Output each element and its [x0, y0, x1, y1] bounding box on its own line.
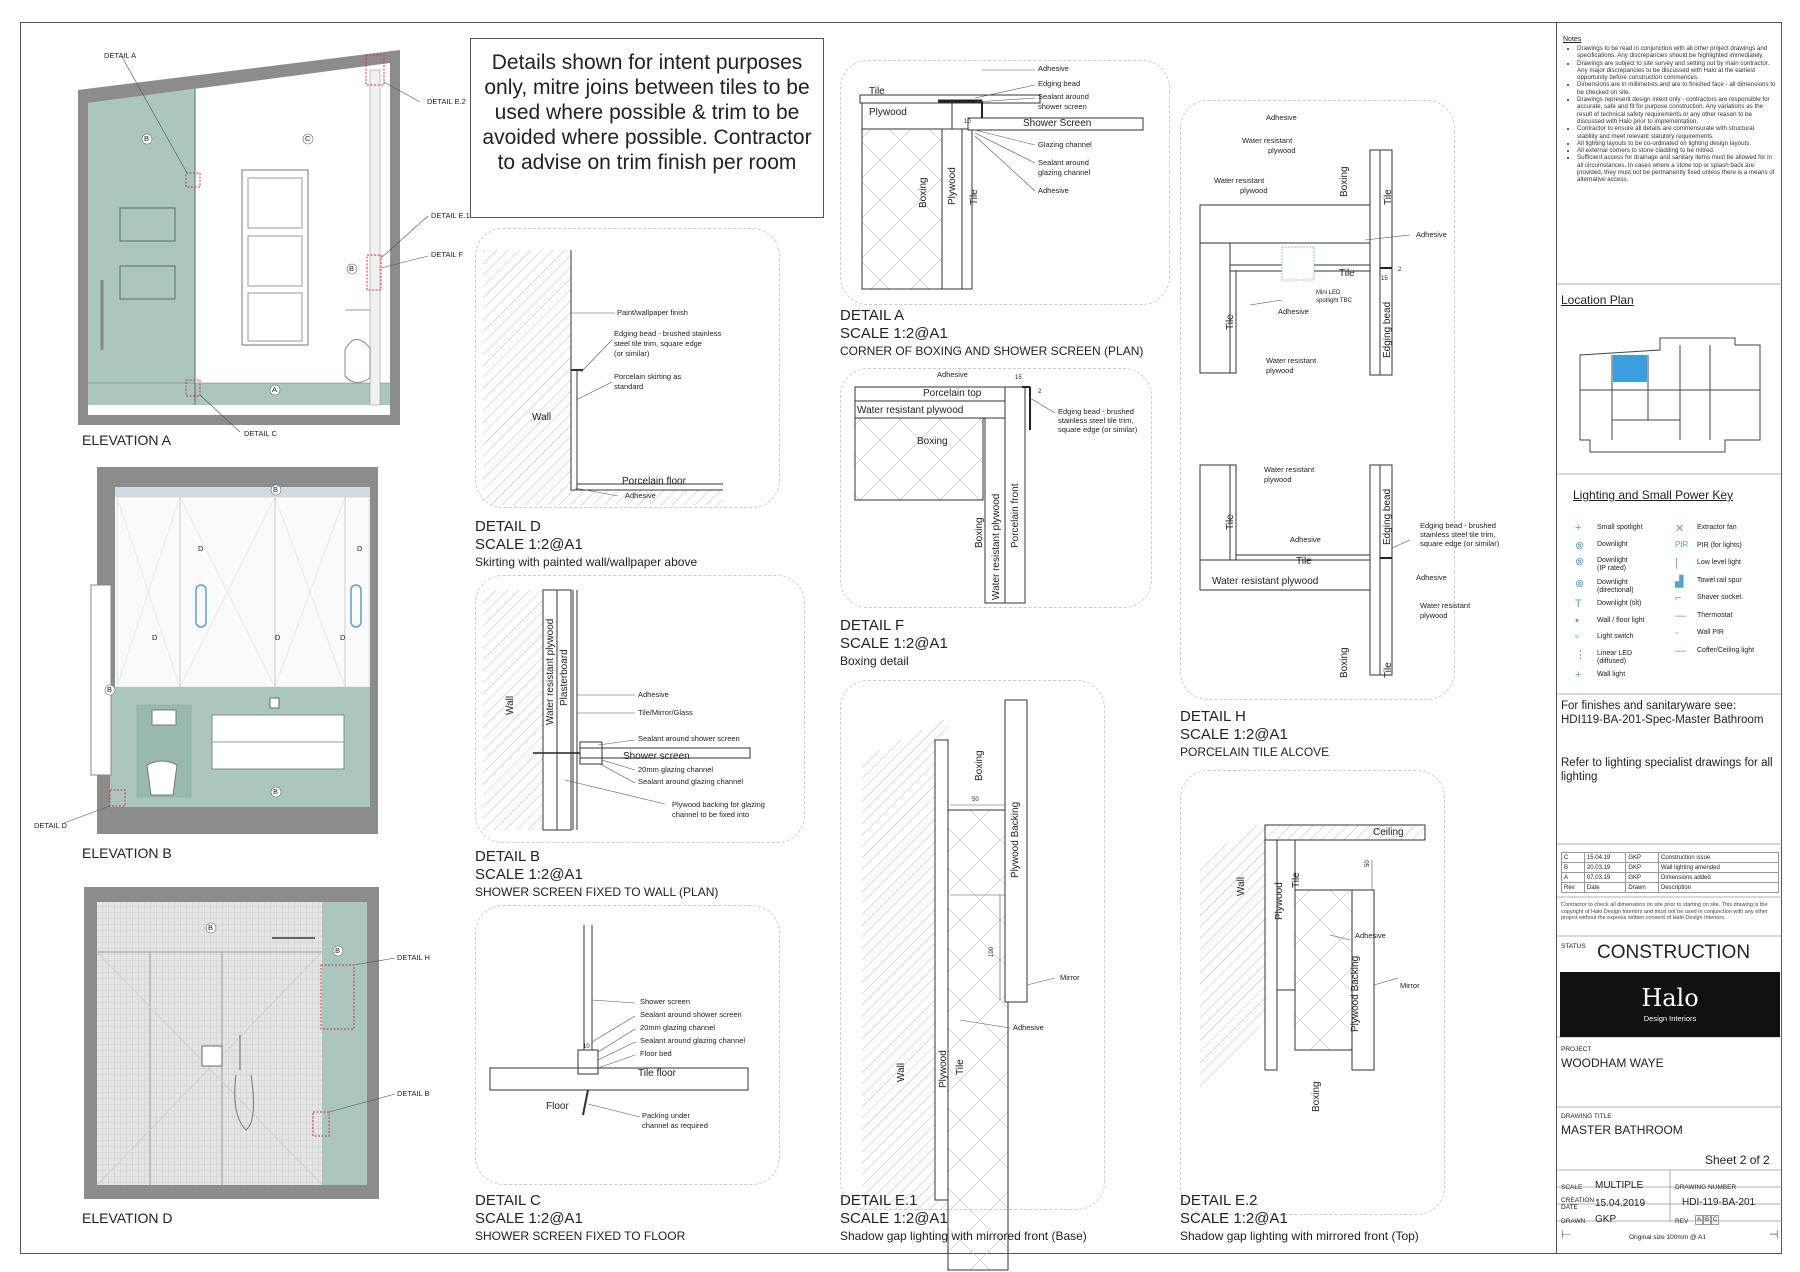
marker-c: C: [305, 134, 311, 143]
label-edging: Edging bead - brushed: [1058, 407, 1134, 416]
note-item: • Dimensions are in millimetres and are to finished face - all dimensions to be checked on site.: [1577, 81, 1776, 96]
drawing-title-label: DRAWING TITLE: [1561, 1113, 1612, 1120]
detail-a-frame: [840, 60, 1170, 305]
elevation-b-drawing: [64, 467, 378, 834]
drawing-number-label: DRAWING NUMBER: [1675, 1184, 1737, 1191]
label-plywood: Plywood: [947, 167, 958, 205]
label-mirror: Mirror: [1060, 973, 1080, 982]
label-adhesive: Adhesive: [1038, 186, 1069, 195]
key-symbol-icon: ⊗: [1575, 577, 1585, 590]
key-symbol-icon: ▫: [1575, 631, 1579, 643]
note-item: • All external corners to stone cladding to be mitred.: [1577, 147, 1776, 154]
marker-d: D: [275, 633, 281, 642]
marker-b: B: [273, 485, 279, 494]
label-adhesive: Adhesive: [1038, 64, 1069, 73]
callout-detail-b[interactable]: DETAIL B: [397, 1089, 430, 1098]
revision-cell: A: [1562, 873, 1585, 883]
detail-c-desc: SHOWER SCREEN FIXED TO FLOOR: [475, 1229, 686, 1243]
label-tile: Tile: [1225, 314, 1236, 330]
key-symbol-icon: ⊗: [1575, 556, 1585, 568]
project-value: WOODHAM WAYE: [1561, 1056, 1664, 1070]
label-wrp: plywood: [1240, 186, 1268, 195]
sheet-number: Sheet 2 of 2: [1705, 1153, 1770, 1167]
note-item: • All lighting layouts to be co-ordinated on lighting design layouts.: [1577, 140, 1776, 147]
detail-a-title: DETAIL A: [840, 307, 905, 324]
revision-cell: 15.04.19: [1584, 853, 1625, 863]
key-symbol-icon: —: [1675, 609, 1686, 622]
key-symbol-icon: ⊗: [1575, 539, 1585, 552]
label-adhesive: Adhesive: [638, 690, 669, 699]
marker-b: B: [208, 923, 214, 932]
key-label: Light switch: [1597, 633, 1634, 640]
label-packing: channel as required: [642, 1121, 708, 1130]
marker-d: D: [152, 633, 158, 642]
revision-row: [1562, 853, 1779, 863]
callout-detail-d[interactable]: DETAIL D: [34, 821, 67, 830]
revision-cell: GKP: [1626, 873, 1659, 883]
callout-detail-a[interactable]: DETAIL A: [104, 51, 137, 60]
detail-b-desc: SHOWER SCREEN FIXED TO WALL (PLAN): [475, 885, 719, 899]
dim-50: 50: [1365, 860, 1371, 867]
creation-value: 15.04.2019: [1595, 1198, 1646, 1209]
label-sealant: shower screen: [1038, 102, 1087, 111]
location-plan-title: Location Plan: [1561, 293, 1634, 307]
halo-logo: [1560, 972, 1780, 1037]
key-label: Downlight (tilt): [1597, 600, 1642, 607]
revision-row: [1562, 863, 1779, 873]
label-skirting: Porcelain skirting as: [614, 372, 682, 381]
label-sealant: Sealant around shower screen: [640, 1010, 742, 1019]
disclaimer: Contractor to check all dimensions on site prior to starting on site. This drawing is the copyright of Halo Design Interiors and must not be used in conjunction with any other project without the express written consent of Halo Design Interiors.: [1561, 902, 1768, 921]
label-sealant: Sealant around glazing channel: [638, 777, 744, 786]
marker-b: B: [335, 946, 341, 955]
label-wrp: Water resistant: [1242, 136, 1293, 145]
label-wall: Wall: [1236, 876, 1247, 896]
elevation-d-drawing: [84, 887, 395, 1199]
detail-b-title: DETAIL B: [475, 848, 541, 865]
key-symbol-icon: +: [1575, 522, 1582, 534]
label-bed: Floor bed: [640, 1049, 672, 1058]
dim-10: 10: [583, 1044, 590, 1050]
detail-e1-frame: [840, 680, 1105, 1210]
key-symbol-icon: T: [1575, 598, 1582, 610]
revision-cell: Drawn: [1626, 883, 1659, 893]
scale-bar-left-icon: ⊢: [1561, 1229, 1571, 1241]
label-wrp: plywood: [1420, 611, 1448, 620]
key-symbol-icon: PIR: [1675, 539, 1689, 549]
marker-d: D: [198, 544, 204, 553]
label-edging: steel tile trim, square edge: [614, 339, 702, 348]
marker-d: D: [340, 633, 346, 642]
logo-sub: Design Interiors: [1643, 1014, 1697, 1023]
revision-cell: 07.03.19: [1584, 873, 1625, 883]
key-symbol-icon: ⌐: [1675, 592, 1682, 604]
detail-c-scale: SCALE 1:2@A1: [475, 1210, 583, 1227]
callout-detail-e2[interactable]: DETAIL E.2: [427, 97, 466, 106]
elevation-a-drawing: [78, 50, 428, 432]
key-symbol-icon: -: [1675, 627, 1679, 639]
key-label: Small spotlight: [1597, 524, 1643, 531]
key-title: Lighting and Small Power Key: [1573, 488, 1734, 502]
label-sealant: Sealant around glazing channel: [640, 1036, 746, 1045]
label-wrp: Water resistant: [1420, 601, 1471, 610]
label-tile: Tile/Mirror/Glass: [638, 708, 693, 717]
key-label: Low level light: [1697, 559, 1741, 566]
label-sealant: Sealant around: [1038, 158, 1089, 167]
drawn-value: GKP: [1595, 1214, 1617, 1225]
note-item: • Drawings are subject to site survey and setting out by main contractor. Any major discrepancies to be discussed with Halo at the earliest opportunity before construction commences.: [1577, 60, 1776, 82]
label-top: Porcelain top: [923, 388, 982, 399]
marker-a: A: [272, 385, 278, 394]
key-label: Linear LED (diffused): [1597, 649, 1633, 665]
marker-b: B: [273, 787, 279, 796]
detail-e2-desc: Shadow gap lighting with mirrored front (Top): [1180, 1229, 1419, 1243]
detail-a-scale: SCALE 1:2@A1: [840, 325, 948, 342]
label-led: Mini LED: [1316, 290, 1341, 296]
rev-cell: A: [1696, 1217, 1701, 1223]
label-adhesive: Adhesive: [625, 491, 656, 500]
label-tile: Tile: [1383, 189, 1394, 205]
label-adhesive: Adhesive: [1013, 1023, 1044, 1032]
project-label: PROJECT: [1561, 1046, 1592, 1053]
key-label: Downlight (directional): [1597, 578, 1634, 594]
label-backing: Plywood Backing: [1350, 955, 1361, 1032]
rev-cell: B: [1704, 1217, 1709, 1223]
intent-note: Details shown for intent purposes only, mitre joins between tiles to be used where possible & trim to be avoided where possible. Contractor to advise on trim finish per room: [470, 38, 824, 218]
rev-label: REV: [1675, 1218, 1689, 1225]
label-wall: Wall: [532, 412, 552, 423]
detail-f-title: DETAIL F: [840, 617, 905, 634]
key-symbol-icon: ▟: [1675, 575, 1684, 588]
label-plasterboard: Plasterboard: [559, 649, 570, 706]
scale-value: MULTIPLE: [1595, 1180, 1644, 1191]
lighting-ref: Refer to lighting specialist drawings for all lighting: [1561, 757, 1773, 783]
revision-cell: B: [1562, 863, 1585, 873]
elevation-a-title: ELEVATION A: [82, 432, 171, 448]
finishes-label: For finishes and sanitaryware see:: [1561, 700, 1737, 712]
revision-cell: GKP: [1626, 853, 1659, 863]
label-skirting: standard: [614, 382, 644, 391]
label-adhesive: Adhesive: [1416, 230, 1447, 239]
label-boxing: Boxing: [974, 517, 985, 548]
label-floor: Porcelain floor: [622, 476, 686, 487]
label-tile: Tile floor: [638, 1068, 676, 1079]
finishes-ref: HDI119-BA-201-Spec-Master Bathroom: [1561, 714, 1764, 726]
label-adhesive: Adhesive: [1266, 113, 1297, 122]
dim-15: 15: [1015, 375, 1022, 381]
key-label: Towel rail spur: [1697, 576, 1742, 584]
revision-cell: Description: [1659, 883, 1779, 893]
revision-cell: Date: [1584, 883, 1625, 893]
label-wall: Wall: [505, 695, 516, 715]
label-channel: 20mm glazing channel: [638, 765, 714, 774]
revision-cell: GKP: [1626, 863, 1659, 873]
detail-e1-title: DETAIL E.1: [840, 1192, 918, 1209]
status-value: CONSTRUCTION: [1597, 942, 1751, 963]
marker-b: B: [107, 685, 113, 694]
label-edging: Edging bead: [1382, 301, 1393, 358]
key-symbol-icon: —: [1675, 644, 1686, 657]
label-edging: stainless steel tile trim,: [1058, 416, 1134, 425]
key-symbol-icon: ⋮: [1575, 648, 1586, 661]
detail-e2-frame: [1180, 770, 1445, 1215]
key-symbol-icon: ✕: [1675, 523, 1685, 535]
label-edging: Edging bead: [1038, 79, 1081, 88]
elevation-b-title: ELEVATION B: [82, 845, 172, 861]
label-sealant: glazing channel: [1038, 168, 1091, 177]
rev-cell: C: [1712, 1217, 1718, 1223]
label-front: Porcelain front: [1010, 483, 1021, 548]
detail-h-frame: [1180, 100, 1455, 700]
dim-10: 10: [964, 119, 971, 125]
drawing-number-value: HDI-119-BA-201: [1682, 1197, 1756, 1208]
key-label: Shaver socket: [1697, 594, 1742, 601]
key-label: Thermostat: [1697, 611, 1733, 619]
revision-row: [1562, 883, 1779, 893]
label-boxing: Boxing: [1339, 166, 1350, 197]
label-adhesive: Adhesive: [1290, 535, 1321, 544]
label-ceiling: Ceiling: [1373, 827, 1404, 838]
label-tile: Tile: [1339, 268, 1355, 279]
label-edging: Edging bead: [1382, 488, 1393, 545]
label-plywood: Plywood: [938, 1050, 949, 1088]
label-tile: Tile: [1291, 872, 1302, 888]
revision-table: [1561, 852, 1779, 893]
detail-f-desc: Boxing detail: [840, 654, 909, 668]
label-wrp: plywood: [1268, 146, 1296, 155]
note-item: • Sufficient access for drainage and sanitary items must be allowed for in all circumstances. In cases where a stone top or splash back are provided, they must not be permanently fixed unless there is a means of alternative access.: [1577, 154, 1776, 183]
revision-cell: Wall lighting amended: [1659, 863, 1779, 873]
label-backing: Plywood Backing: [1010, 801, 1021, 878]
label-boxing: Boxing: [1311, 1081, 1322, 1112]
label-tile: Tile: [1225, 514, 1236, 530]
label-wrp: Water resistant plywood: [545, 618, 556, 725]
label-boxing: Boxing: [974, 750, 985, 781]
detail-d-scale: SCALE 1:2@A1: [475, 536, 583, 553]
notes-title: Notes: [1563, 36, 1582, 43]
label-tile: Tile: [869, 86, 885, 97]
label-channel: 20mm glazing channel: [640, 1023, 716, 1032]
label-adhesive: Adhesive: [1416, 573, 1447, 582]
label-packing: Packing under: [642, 1111, 690, 1120]
label-screen: Shower Screen: [1023, 118, 1092, 129]
key-symbol-icon: |: [1675, 557, 1678, 569]
label-wrp: plywood: [1264, 475, 1292, 484]
label-backing: Plywood backing for glazing: [672, 800, 765, 809]
marker-b: B: [349, 264, 355, 273]
dim-50: 50: [972, 797, 979, 803]
key-label: Extractor fan: [1697, 524, 1737, 531]
dim-2: 2: [1398, 267, 1402, 273]
creation-label: CREATION DATE: [1561, 1197, 1595, 1211]
dim-2: 2: [1038, 389, 1042, 395]
rev-cells: [1695, 1215, 1719, 1225]
label-plywood: Plywood: [869, 107, 907, 118]
label-wall: Wall: [896, 1062, 907, 1082]
revision-cell: Rev: [1562, 883, 1585, 893]
dim-15: 15: [1381, 276, 1388, 282]
note-item: • Contractor to ensure all details are commensurate with structural stability and meet relevant statutory requirements.: [1577, 125, 1776, 140]
scale-label: SCALE: [1561, 1184, 1583, 1191]
label-adhesive: Adhesive: [1355, 931, 1386, 940]
key-label: PIR (for lights): [1697, 541, 1742, 549]
detail-c-title: DETAIL C: [475, 1192, 541, 1209]
label-paint: Paint/wallpaper finish: [617, 308, 688, 317]
detail-b-scale: SCALE 1:2@A1: [475, 866, 583, 883]
label-boxing: Boxing: [917, 436, 948, 447]
key-symbol-icon: •: [1575, 614, 1579, 627]
label-boxing: Boxing: [918, 177, 929, 208]
detail-h-title: DETAIL H: [1180, 708, 1246, 725]
original-size: Original size 100mm @ A1: [1629, 1234, 1707, 1241]
detail-e1-scale: SCALE 1:2@A1: [840, 1210, 948, 1227]
key-label: Downlight: [1597, 540, 1628, 548]
key-label: Downlight (IP rated): [1597, 557, 1628, 572]
label-led: spotlight TBC: [1316, 298, 1352, 304]
marker-b: B: [144, 134, 150, 143]
drawing-title-value: MASTER BATHROOM: [1561, 1123, 1683, 1137]
callout-detail-e1[interactable]: DETAIL E.1: [431, 211, 470, 220]
revision-cell: Dimensions added: [1659, 873, 1779, 883]
label-wrp: Water resistant plywood: [991, 493, 1002, 600]
label-screen: Shower screen: [623, 751, 690, 762]
label-edging: square edge (or similar): [1420, 539, 1500, 548]
key-label: Coffer/Ceiling light: [1697, 646, 1755, 654]
detail-e2-scale: SCALE 1:2@A1: [1180, 1210, 1288, 1227]
callout-detail-c[interactable]: DETAIL C: [244, 429, 277, 438]
label-edging: square edge (or similar): [1058, 425, 1138, 434]
label-sealant: Sealant around shower screen: [638, 734, 740, 743]
detail-d-frame: [475, 228, 780, 508]
label-adhesive: Adhesive: [937, 370, 968, 379]
elevation-d-title: ELEVATION D: [82, 1210, 173, 1226]
label-wrp: Water resistant: [1266, 356, 1317, 365]
label-edging: stainless steel tile trim,: [1420, 530, 1496, 539]
detail-f-scale: SCALE 1:2@A1: [840, 635, 948, 652]
label-sealant: Sealant around: [1038, 92, 1089, 101]
label-tile: Tile: [1296, 556, 1312, 567]
detail-e2-title: DETAIL E.2: [1180, 1192, 1258, 1209]
label-wrp: Water resistant plywood: [1212, 576, 1319, 587]
label-channel: Glazing channel: [1038, 140, 1092, 149]
detail-d-desc: Skirting with painted wall/wallpaper above: [475, 555, 698, 569]
label-wrp: Water resistant: [1264, 465, 1315, 474]
revision-cell: Construction issue: [1659, 853, 1779, 863]
label-tile: Tile: [955, 1059, 966, 1075]
revision-cell: 20.03.19: [1584, 863, 1625, 873]
detail-e1-desc: Shadow gap lighting with mirrored front (Base): [840, 1229, 1087, 1243]
callout-detail-h[interactable]: DETAIL H: [397, 953, 430, 962]
detail-a-desc: CORNER OF BOXING AND SHOWER SCREEN (PLAN): [840, 344, 1144, 358]
label-edging: Edging bead - brushed stainless: [614, 329, 722, 338]
note-item: • Drawings to be read in conjunction with all other project drawings and specifications. Any discrepancies should be highlighted immediately.: [1577, 45, 1776, 60]
label-edging: (or similar): [614, 349, 650, 358]
label-backing: channel to be fixed into: [672, 810, 750, 819]
title-block: [1556, 22, 1782, 1254]
drawn-label: DRAWN: [1561, 1218, 1586, 1225]
revision-cell: C: [1562, 853, 1585, 863]
scale-bar-right-icon: ⊣: [1769, 1229, 1779, 1241]
key-label: Wall PIR: [1697, 629, 1724, 636]
key-label: Wall light: [1597, 671, 1626, 678]
revision-row: [1562, 873, 1779, 883]
label-wrp: Water resistant: [1214, 176, 1265, 185]
key-label: Wall / floor light: [1597, 616, 1645, 624]
label-adhesive: Adhesive: [1278, 307, 1309, 316]
status-label: STATUS: [1561, 943, 1586, 950]
marker-d: D: [357, 544, 363, 553]
label-tile: Tile: [1383, 662, 1394, 678]
detail-h-desc: PORCELAIN TILE ALCOVE: [1180, 745, 1330, 759]
label-edging: Edging bead - brushed: [1420, 521, 1496, 530]
label-mirror: Mirror: [1400, 981, 1420, 990]
note-item: • Drawings represent design intent only - contractors are responsible for accurate, safe and fit for purpose construction. Any variations as the result of technical safety requirements or any other reason to be discussed with Halo prior to implementation.: [1577, 96, 1776, 125]
detail-d-title: DETAIL D: [475, 518, 541, 535]
callout-detail-f[interactable]: DETAIL F: [431, 250, 464, 259]
label-screen: Shower screen: [640, 997, 691, 1006]
dim-100: 100: [989, 946, 995, 957]
label-floor: Floor: [546, 1101, 569, 1112]
label-plywood: Plywood: [1274, 882, 1285, 920]
label-tile: Tile: [969, 189, 980, 205]
label-boxing: Boxing: [1339, 647, 1350, 678]
notes-list: [1571, 45, 1776, 184]
label-wrp: Water resistant plywood: [857, 405, 964, 416]
label-wrp: plywood: [1266, 366, 1294, 375]
key-symbol-icon: +: [1575, 669, 1582, 681]
detail-h-scale: SCALE 1:2@A1: [1180, 726, 1288, 743]
logo-main: Halo: [1641, 984, 1699, 1012]
